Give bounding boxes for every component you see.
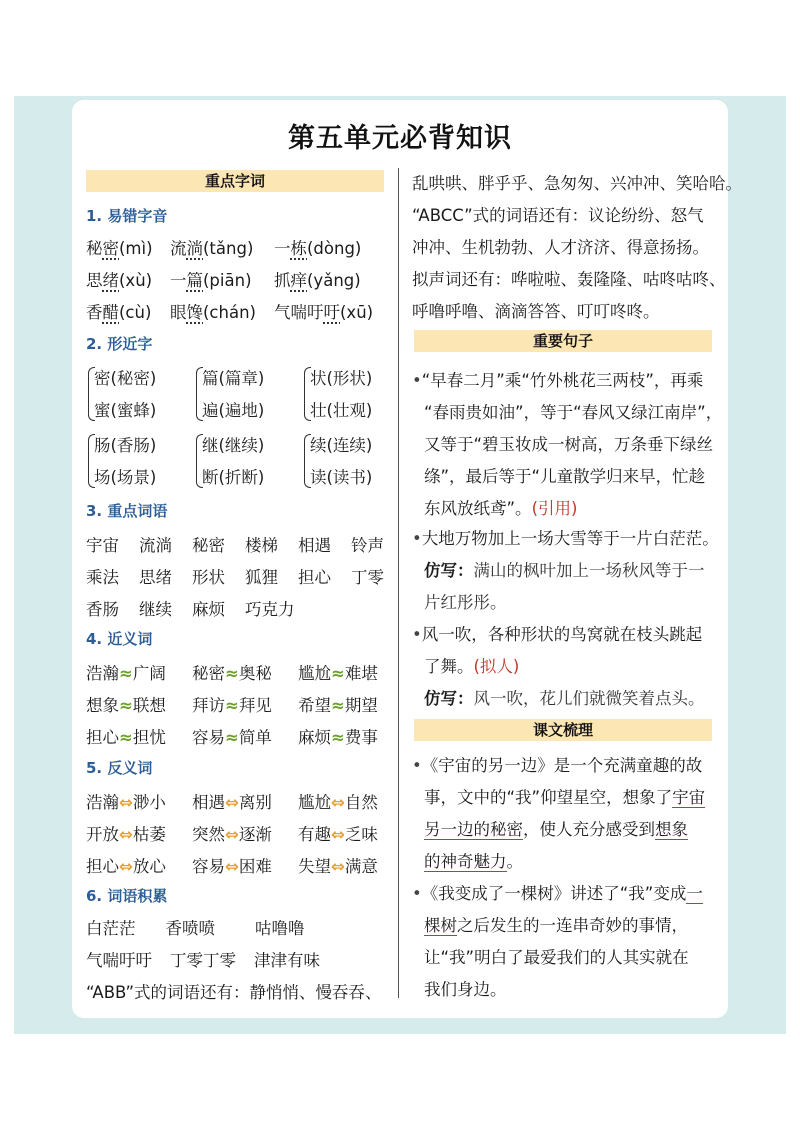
- synonym-pair: [86, 724, 166, 748]
- antonym-pair: [298, 789, 378, 813]
- relation-symbol: ⇔: [119, 793, 133, 812]
- word: 担心: [86, 728, 119, 747]
- review-2-line-3: 让“我”明白了最爱我们的人其实就在: [424, 948, 689, 967]
- imitation-2: [424, 685, 705, 709]
- word: 离别: [238, 793, 272, 812]
- key-phrase: 麻烦: [192, 600, 225, 619]
- pinyin: (piān): [203, 271, 252, 290]
- word: 咕噜噜: [255, 919, 305, 938]
- imitation-1: [424, 557, 705, 581]
- sentence-text: 了舞。: [424, 657, 474, 676]
- word: 奥秘: [238, 664, 272, 683]
- underlined-text: 棵树: [424, 916, 457, 935]
- similar-char: 断(折断): [202, 468, 265, 487]
- key-phrase: 流淌: [139, 536, 172, 555]
- pronunciation-item: [274, 299, 373, 323]
- dotted-char: 篇: [186, 271, 203, 290]
- relation-symbol: ⇔: [119, 857, 133, 876]
- review-1-line-3: [424, 816, 688, 840]
- relation-symbol: ⇔: [225, 825, 239, 844]
- word: 逐渐: [238, 825, 272, 844]
- accumulation-row-3: “ABB”式的词语还有：静悄悄、慢吞吞、: [86, 983, 382, 1002]
- sentence-text: 绦”，最后等于“儿童散学归来早，忙趁: [424, 467, 706, 486]
- pinyin: (tǎng): [203, 239, 254, 258]
- word: 拜见: [238, 696, 272, 715]
- relation-symbol: ≈: [225, 664, 239, 683]
- pronunciation-item: [86, 267, 152, 291]
- similar-char: 蜜(蜜蜂): [94, 401, 157, 420]
- antonym-pair: [298, 821, 378, 845]
- sentence-text: 风一吹，各种形状的鸟窝就在枝头跳起: [421, 625, 703, 644]
- synonym-pair: [298, 692, 378, 716]
- key-phrase: 相遇: [298, 536, 331, 555]
- review-1-line-4: [424, 848, 523, 872]
- heading-similar-chars: 2. 形近字: [86, 335, 153, 353]
- antonym-pair: [192, 821, 272, 845]
- sentence-line: [424, 495, 577, 519]
- key-phrase: 巧克力: [245, 600, 295, 619]
- relation-symbol: ⇔: [331, 857, 345, 876]
- word: 枯萎: [132, 825, 166, 844]
- sentence-line: [424, 399, 722, 423]
- right-text-line: 拟声词还有：哗啦啦、轰隆隆、咕咚咕咚、: [412, 270, 726, 289]
- word: 渺小: [132, 793, 166, 812]
- underlined-text: 的神奇魅力: [424, 852, 507, 871]
- similar-char: 场(场景): [94, 468, 157, 487]
- section-banner-key-words: 重点字词: [86, 170, 384, 192]
- word: 简单: [238, 728, 272, 747]
- word-prefix: 香: [86, 303, 103, 322]
- relation-symbol: ⇔: [225, 857, 239, 876]
- word-prefix: 眼: [170, 303, 187, 322]
- key-phrase: 宇宙: [86, 536, 119, 555]
- sentence-text: 东风放纸鸢”。: [424, 499, 532, 518]
- word: 秘密: [192, 664, 225, 683]
- word: 麻烦: [298, 728, 331, 747]
- key-phrase: 思绪: [139, 568, 172, 587]
- sentence-text: 大地万物加上一场大雪等于一片白茫茫。: [421, 529, 719, 548]
- word-prefix: 一: [274, 239, 291, 258]
- antonym-pair: [192, 789, 272, 813]
- relation-symbol: ⇔: [331, 793, 345, 812]
- key-phrase: 担心: [298, 568, 331, 587]
- key-phrase: 继续: [139, 600, 172, 619]
- relation-symbol: ≈: [331, 696, 345, 715]
- synonym-pair: [86, 660, 166, 684]
- accumulation-row-2: [86, 947, 320, 971]
- synonym-pair: [192, 724, 272, 748]
- word-prefix: 流: [170, 239, 187, 258]
- key-phrase: 狐狸: [245, 568, 278, 587]
- right-text-line: “ABCC”式的词语还有：议论纷纷、怒气: [412, 206, 704, 225]
- heading-antonyms: 5. 反义词: [86, 759, 153, 777]
- pinyin: (mì): [119, 239, 153, 258]
- similar-char: 读(读书): [310, 468, 373, 487]
- dotted-char: 淌: [186, 239, 203, 258]
- word-prefix: 思: [86, 271, 103, 290]
- pronunciation-item: [170, 235, 253, 259]
- relation-symbol: ⇔: [225, 793, 239, 812]
- underlined-text: 一: [686, 884, 703, 903]
- pinyin: (yǎng): [307, 271, 361, 290]
- word-prefix: 秘: [86, 239, 103, 258]
- pinyin: (xū): [340, 303, 374, 322]
- word: 担忧: [132, 728, 166, 747]
- similar-char: 继(继续): [202, 436, 265, 455]
- underlined-text: 另一边的秘密: [424, 820, 523, 839]
- word: 气喘吁吁: [86, 951, 152, 970]
- sentence-line: [412, 367, 703, 391]
- word: 有趣: [298, 825, 331, 844]
- right-text-line: 呼噜呼噜、滴滴答答、叮叮咚咚。: [412, 302, 660, 321]
- heading-key-phrases: 3. 重点词语: [86, 502, 168, 520]
- word: 费事: [344, 728, 378, 747]
- similar-char: 篇(篇章): [202, 369, 265, 388]
- relation-symbol: ≈: [225, 728, 239, 747]
- relation-symbol: ≈: [331, 664, 345, 683]
- word: 尴尬: [298, 793, 331, 812]
- imitation-text: 风一吹，花儿们就微笑着点头。: [473, 689, 705, 708]
- word: 开放: [86, 825, 119, 844]
- relation-symbol: ≈: [331, 728, 345, 747]
- word: 突然: [192, 825, 225, 844]
- word-prefix: 气喘吁: [274, 303, 324, 322]
- relation-symbol: ≈: [119, 728, 133, 747]
- pronunciation-item: [274, 235, 361, 259]
- key-phrase: 铃声: [351, 536, 384, 555]
- word: 尴尬: [298, 664, 331, 683]
- imitation-text: 满山的枫叶加上一场秋风等于一: [473, 561, 705, 580]
- word: 失望: [298, 857, 331, 876]
- section-banner-sentences: 重要句子: [414, 330, 712, 352]
- rhetoric-note: (引用): [531, 499, 578, 518]
- relation-symbol: ≈: [225, 696, 239, 715]
- word: 香喷喷: [165, 919, 215, 938]
- page-title: 第五单元必背知识: [288, 123, 512, 154]
- word: 容易: [192, 728, 225, 747]
- similar-char: 壮(壮观): [310, 401, 373, 420]
- word: 期望: [344, 696, 378, 715]
- word: 困难: [238, 857, 272, 876]
- word: 容易: [192, 857, 225, 876]
- word: 想象: [86, 696, 119, 715]
- similar-char: 肠(香肠): [94, 436, 157, 455]
- synonym-pair: [298, 660, 378, 684]
- word: 担心: [86, 857, 119, 876]
- review-text: 之后发生的一连串奇妙的事情，: [457, 916, 688, 935]
- synonym-pair: [192, 692, 272, 716]
- sentence-text: 又等于“碧玉妆成一树高，万条垂下绿丝: [424, 435, 714, 454]
- word-prefix: 抓: [274, 271, 291, 290]
- word: 放心: [132, 857, 166, 876]
- similar-char: 遍(遍地): [202, 401, 265, 420]
- pinyin: (cù): [119, 303, 152, 322]
- word: 拜访: [192, 696, 225, 715]
- antonym-pair: [86, 853, 166, 877]
- dotted-char: 痒: [290, 271, 307, 290]
- pronunciation-item: [86, 299, 151, 323]
- pronunciation-item: [86, 235, 153, 259]
- word: 满意: [344, 857, 378, 876]
- pinyin: (dòng): [307, 239, 362, 258]
- right-text-line: 乱哄哄、胖乎乎、急匆匆、兴冲冲、笑哈哈。: [412, 174, 742, 193]
- word: 联想: [132, 696, 166, 715]
- sentence-text: “早春二月”乘“竹外桃花三两枝”，再乘: [421, 371, 704, 390]
- underlined-text: 宇宙: [672, 788, 706, 807]
- review-text: ，使人充分感受到: [523, 820, 655, 839]
- antonym-pair: [298, 853, 378, 877]
- word: 浩瀚: [86, 664, 119, 683]
- pinyin: (xù): [119, 271, 153, 290]
- sentence-text: “春雨贵如油”，等于“春风又绿江南岸”，: [424, 403, 723, 422]
- key-phrase: 形状: [192, 568, 225, 587]
- sentence-3: •风一吹，各种形状的鸟窝就在枝头跳起: [412, 625, 703, 644]
- similar-char: 续(连续): [310, 436, 373, 455]
- pronunciation-item: [274, 267, 361, 291]
- review-text: 事，文中的“我”仰望星空，想象了: [424, 788, 673, 807]
- dotted-char: 栋: [290, 239, 307, 258]
- sentence-line: [424, 431, 713, 455]
- dotted-char: 吁: [323, 303, 340, 322]
- accumulation-row-1: [86, 915, 305, 939]
- word: 白茫茫: [86, 919, 136, 938]
- pronunciation-item: [170, 267, 252, 291]
- key-phrase: 乘法: [86, 568, 119, 587]
- dotted-char: 密: [102, 239, 119, 258]
- antonym-pair: [86, 789, 166, 813]
- review-1-line-1: •《宇宙的另一边》是一个充满童趣的故: [412, 756, 703, 775]
- dotted-char: 醋: [102, 303, 119, 322]
- dotted-char: 绪: [102, 271, 119, 290]
- relation-symbol: ≈: [119, 664, 133, 683]
- bullet: •: [412, 371, 422, 390]
- underlined-text: 想象: [655, 820, 688, 839]
- imitation-label: 仿写：: [424, 561, 474, 580]
- antonym-pair: [192, 853, 272, 877]
- imitation-label: 仿写：: [424, 689, 474, 708]
- synonym-pair: [86, 692, 166, 716]
- heading-pronunciation: 1. 易错字音: [86, 207, 168, 225]
- word: 津津有味: [254, 951, 320, 970]
- synonym-pair: [192, 660, 272, 684]
- review-2-line-4: 我们身边。: [424, 980, 507, 999]
- heading-word-accumulation: 6. 词语积累: [86, 887, 168, 905]
- key-phrase: 秘密: [192, 536, 225, 555]
- word: 浩瀚: [86, 793, 119, 812]
- pinyin: (chán): [203, 303, 256, 322]
- word: 自然: [344, 793, 378, 812]
- similar-char: 密(秘密): [94, 369, 157, 388]
- word-prefix: 一: [170, 271, 187, 290]
- relation-symbol: ⇔: [119, 825, 133, 844]
- key-phrase: 楼梯: [245, 536, 278, 555]
- key-phrase: 丁零: [351, 568, 384, 587]
- review-1-line-2: [424, 784, 705, 808]
- antonym-pair: [86, 821, 166, 845]
- word: 丁零丁零: [170, 951, 236, 970]
- review-2-line-1: •《我变成了一棵树》讲述了“我”变成一: [412, 884, 703, 903]
- column-divider: [398, 168, 399, 998]
- word: 难堪: [344, 664, 378, 683]
- review-2-line-2: [424, 912, 688, 936]
- heading-synonyms: 4. 近义词: [86, 630, 153, 648]
- word: 相遇: [192, 793, 225, 812]
- pronunciation-item: [170, 299, 256, 323]
- review-text: 。: [506, 852, 523, 871]
- review-text: 《宇宙的另一边》是一个充满童趣的故: [421, 756, 703, 775]
- similar-char: 状(形状): [310, 369, 373, 388]
- review-text: 《我变成了一棵树》讲述了“我”变成: [421, 884, 687, 903]
- synonym-pair: [298, 724, 378, 748]
- sentence-3-cont: [424, 653, 519, 677]
- word: 广阔: [132, 664, 166, 683]
- relation-symbol: ≈: [119, 696, 133, 715]
- word: 乏味: [344, 825, 378, 844]
- word: 希望: [298, 696, 331, 715]
- imitation-1-cont: 片红彤彤。: [424, 593, 507, 612]
- section-banner-text-review: 课文梳理: [414, 719, 712, 741]
- dotted-char: 馋: [186, 303, 203, 322]
- rhetoric-note: (拟人): [473, 657, 520, 676]
- relation-symbol: ⇔: [331, 825, 345, 844]
- right-text-line: 冲冲、生机勃勃、人才济济、得意扬扬。: [412, 238, 709, 257]
- sentence-line: [424, 463, 705, 487]
- sentence-2: •大地万物加上一场大雪等于一片白茫茫。: [412, 529, 719, 548]
- key-phrase: 香肠: [86, 600, 119, 619]
